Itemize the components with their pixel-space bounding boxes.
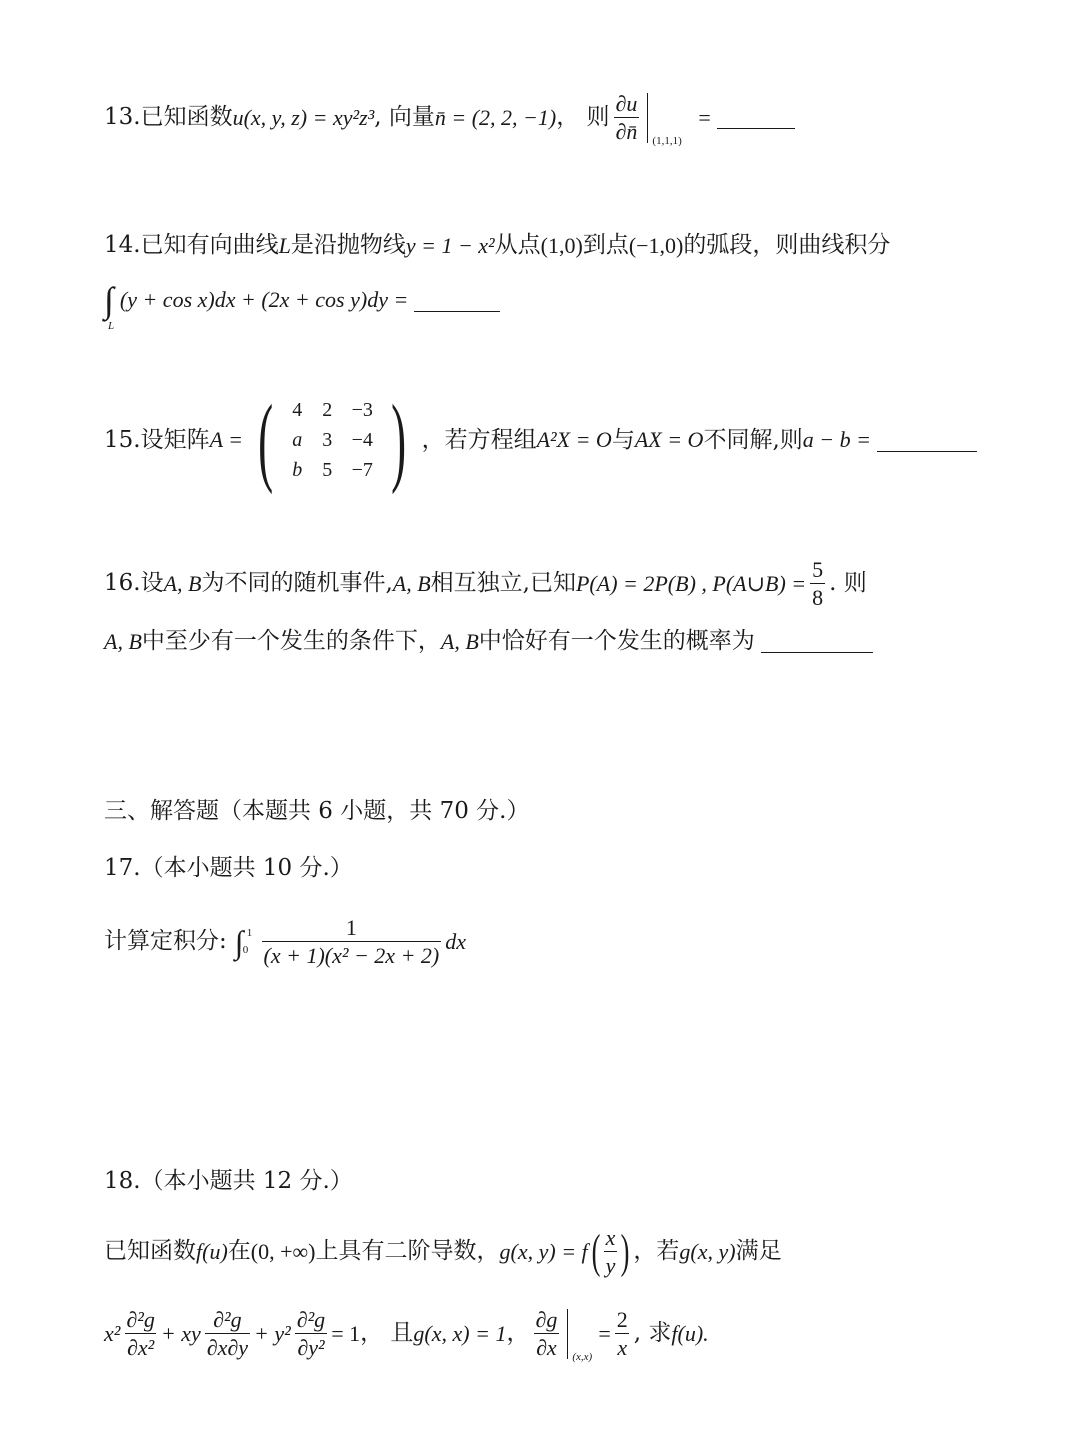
- q15-answer-blank[interactable]: [877, 429, 977, 452]
- pde-term-1-coefficient: x²: [104, 1320, 121, 1346]
- q14-answer-blank[interactable]: [414, 289, 500, 312]
- q13-answer-blank[interactable]: [717, 106, 795, 129]
- q13-intro: 13.已知函数: [104, 104, 233, 131]
- q18-g-definition: g(x, y) = f: [499, 1238, 588, 1264]
- q18-target: f(u).: [671, 1320, 709, 1346]
- q17-integrand: $\frac{1}{\text{(x + 1)(x² − 2x + 2)}}$: [263, 915, 440, 969]
- q15-matrix: [249, 384, 416, 495]
- q15-text: 不同解,则: [703, 426, 803, 453]
- q18-rhs-fraction: $\frac{2}{x}$: [616, 1307, 628, 1361]
- q18-text: 满足: [735, 1238, 782, 1265]
- question-17: [104, 916, 466, 967]
- q14-end-point: (−1,0): [628, 232, 684, 258]
- question-18-pde: [104, 1307, 709, 1363]
- matrix-entry: 5: [322, 459, 333, 481]
- question-14: [104, 234, 890, 257]
- q16-events: A, B: [440, 628, 479, 654]
- q15-text: 与: [611, 426, 635, 453]
- q15-intro: 15.设矩阵: [104, 426, 210, 453]
- q17-header: 17.（本小题共 10 分.）: [104, 855, 353, 881]
- q15-equation-2: AX = O: [634, 427, 704, 452]
- question-16-line-2: [104, 630, 873, 653]
- matrix-entry: b: [292, 459, 303, 481]
- question-18-header: [104, 1170, 353, 1193]
- q13-equals: =: [698, 104, 711, 130]
- q14-text: 是沿抛物线: [290, 232, 406, 258]
- q18-text: , 求: [633, 1320, 672, 1347]
- q14-curve-name: L: [278, 232, 291, 258]
- line-integral-sign: ∫ L: [104, 280, 115, 332]
- pde-rhs: = 1: [331, 1320, 361, 1346]
- q13-then: ， 则: [556, 104, 610, 131]
- q18-text: ，: [506, 1320, 530, 1347]
- q18-text: ，若: [633, 1238, 680, 1265]
- q14-intro: 14.已知有向曲线: [104, 232, 279, 258]
- q18-text: ， 且: [360, 1320, 414, 1347]
- q15-matrix-name: A =: [209, 427, 243, 452]
- matrix-entry: −4: [351, 429, 373, 451]
- definite-integral-sign: ∫ 1 0: [234, 923, 253, 960]
- q13-evaluation-point: (1,1,1): [652, 134, 682, 147]
- q18-text: 上具有二阶导数，: [315, 1238, 500, 1265]
- section-3-title: 三、解答题（本题共 6 小题，共 70 分.）: [104, 798, 530, 824]
- matrix-entry: −7: [351, 459, 373, 481]
- q18-ratio: $\frac{x}{y}$: [605, 1225, 616, 1279]
- q14-text: 的弧段，则曲线积分: [683, 232, 891, 258]
- q15-matrix-entries: [282, 400, 382, 480]
- matrix-entry: 4: [292, 399, 303, 421]
- q14-start-point: (1,0): [540, 232, 583, 258]
- question-15: [104, 384, 977, 495]
- pde-term-3: $\frac{\text{∂²g}}{\text{∂y²}}$: [296, 1307, 326, 1361]
- q16-text: 相互独立,已知: [430, 570, 576, 597]
- q14-text: 到点: [582, 232, 629, 258]
- q18-text: 已知函数: [104, 1238, 196, 1265]
- pde-term-2-coefficient: + xy: [160, 1320, 201, 1346]
- question-18: [104, 1226, 782, 1277]
- matrix-entry: a: [292, 429, 303, 451]
- question-13: [104, 91, 795, 147]
- q13-vector: n̄ = (2, 2, −1): [434, 104, 557, 130]
- q14-integrand: (y + cos x)dx + (2x + cos y)dy =: [119, 287, 409, 312]
- q14-integral-path: L: [108, 320, 115, 332]
- q18-equals: =: [598, 1320, 611, 1346]
- q16-text: 中至少有一个发生的条件下，: [141, 628, 441, 654]
- q13-directional-derivative: $\frac{\partial u}{\partial n̄}$: [615, 91, 638, 145]
- q16-events: A, B: [104, 628, 142, 654]
- right-paren: ): [391, 384, 407, 495]
- matrix-entry: 3: [322, 429, 333, 451]
- q16-text: 为不同的随机事件,: [201, 570, 393, 597]
- question-16: [104, 558, 867, 609]
- q14-text: 从点: [494, 232, 541, 258]
- question-17-header: [104, 857, 353, 880]
- q18-condition-1: g(x, x) = 1: [413, 1320, 507, 1346]
- q16-text: . 则: [829, 570, 867, 597]
- q18-function: f(u): [196, 1238, 228, 1264]
- matrix-entry: 2: [322, 399, 333, 421]
- q13-evaluation-bar: [647, 93, 698, 147]
- matrix-entry: −3: [351, 399, 373, 421]
- q16-answer-blank[interactable]: [761, 630, 873, 653]
- pde-term-2: $\frac{\text{∂²g}}{\partial x\partial y}$: [206, 1307, 248, 1361]
- q14-parabola: y = 1 − x²: [405, 232, 495, 258]
- q18-interval: (0, +∞): [250, 1238, 316, 1264]
- q13-function: u(x, y, z) = xy²z³: [232, 104, 375, 130]
- q15-equation-1: A²X = O: [536, 427, 612, 452]
- q17-upper-limit: 1: [246, 926, 253, 939]
- q16-condition: P(A) = 2P(B) , P(A∪B) =: [575, 570, 807, 596]
- q15-text: ，若方程组: [421, 426, 537, 453]
- left-paren: (: [591, 1224, 601, 1278]
- q18-header: 18.（本小题共 12 分.）: [104, 1168, 353, 1194]
- q18-g: g(x, y): [679, 1238, 736, 1264]
- right-paren: ): [621, 1224, 630, 1278]
- section-3-heading: [104, 800, 529, 823]
- q16-events: A, B: [163, 570, 202, 596]
- q16-fraction: $\frac{5}{8}$: [812, 557, 824, 611]
- q18-text: 在: [227, 1238, 251, 1265]
- q17-differential: dx: [445, 928, 467, 954]
- q15-target: a − b =: [802, 427, 871, 452]
- pde-term-1: $\frac{\text{∂²g}}{\text{∂x²}}$: [126, 1307, 155, 1361]
- q16-events: A, B: [392, 570, 431, 596]
- left-paren: (: [258, 384, 274, 495]
- q17-lower-limit: 0: [242, 943, 249, 956]
- q18-evaluation-bar: [567, 1309, 598, 1363]
- question-14-integral: [104, 280, 500, 332]
- pde-term-3-coefficient: + y²: [254, 1320, 291, 1346]
- q17-text: 计算定积分:: [104, 928, 227, 955]
- q18-evaluation-point: (x,x): [572, 1350, 593, 1363]
- q13-vector-label: , 向量: [374, 104, 435, 131]
- q16-text: 中恰好有一个发生的概率为: [478, 628, 755, 654]
- q18-partial-derivative: $\frac{\partial g}{\partial x}$: [535, 1307, 558, 1361]
- q16-intro: 16.设: [104, 570, 164, 597]
